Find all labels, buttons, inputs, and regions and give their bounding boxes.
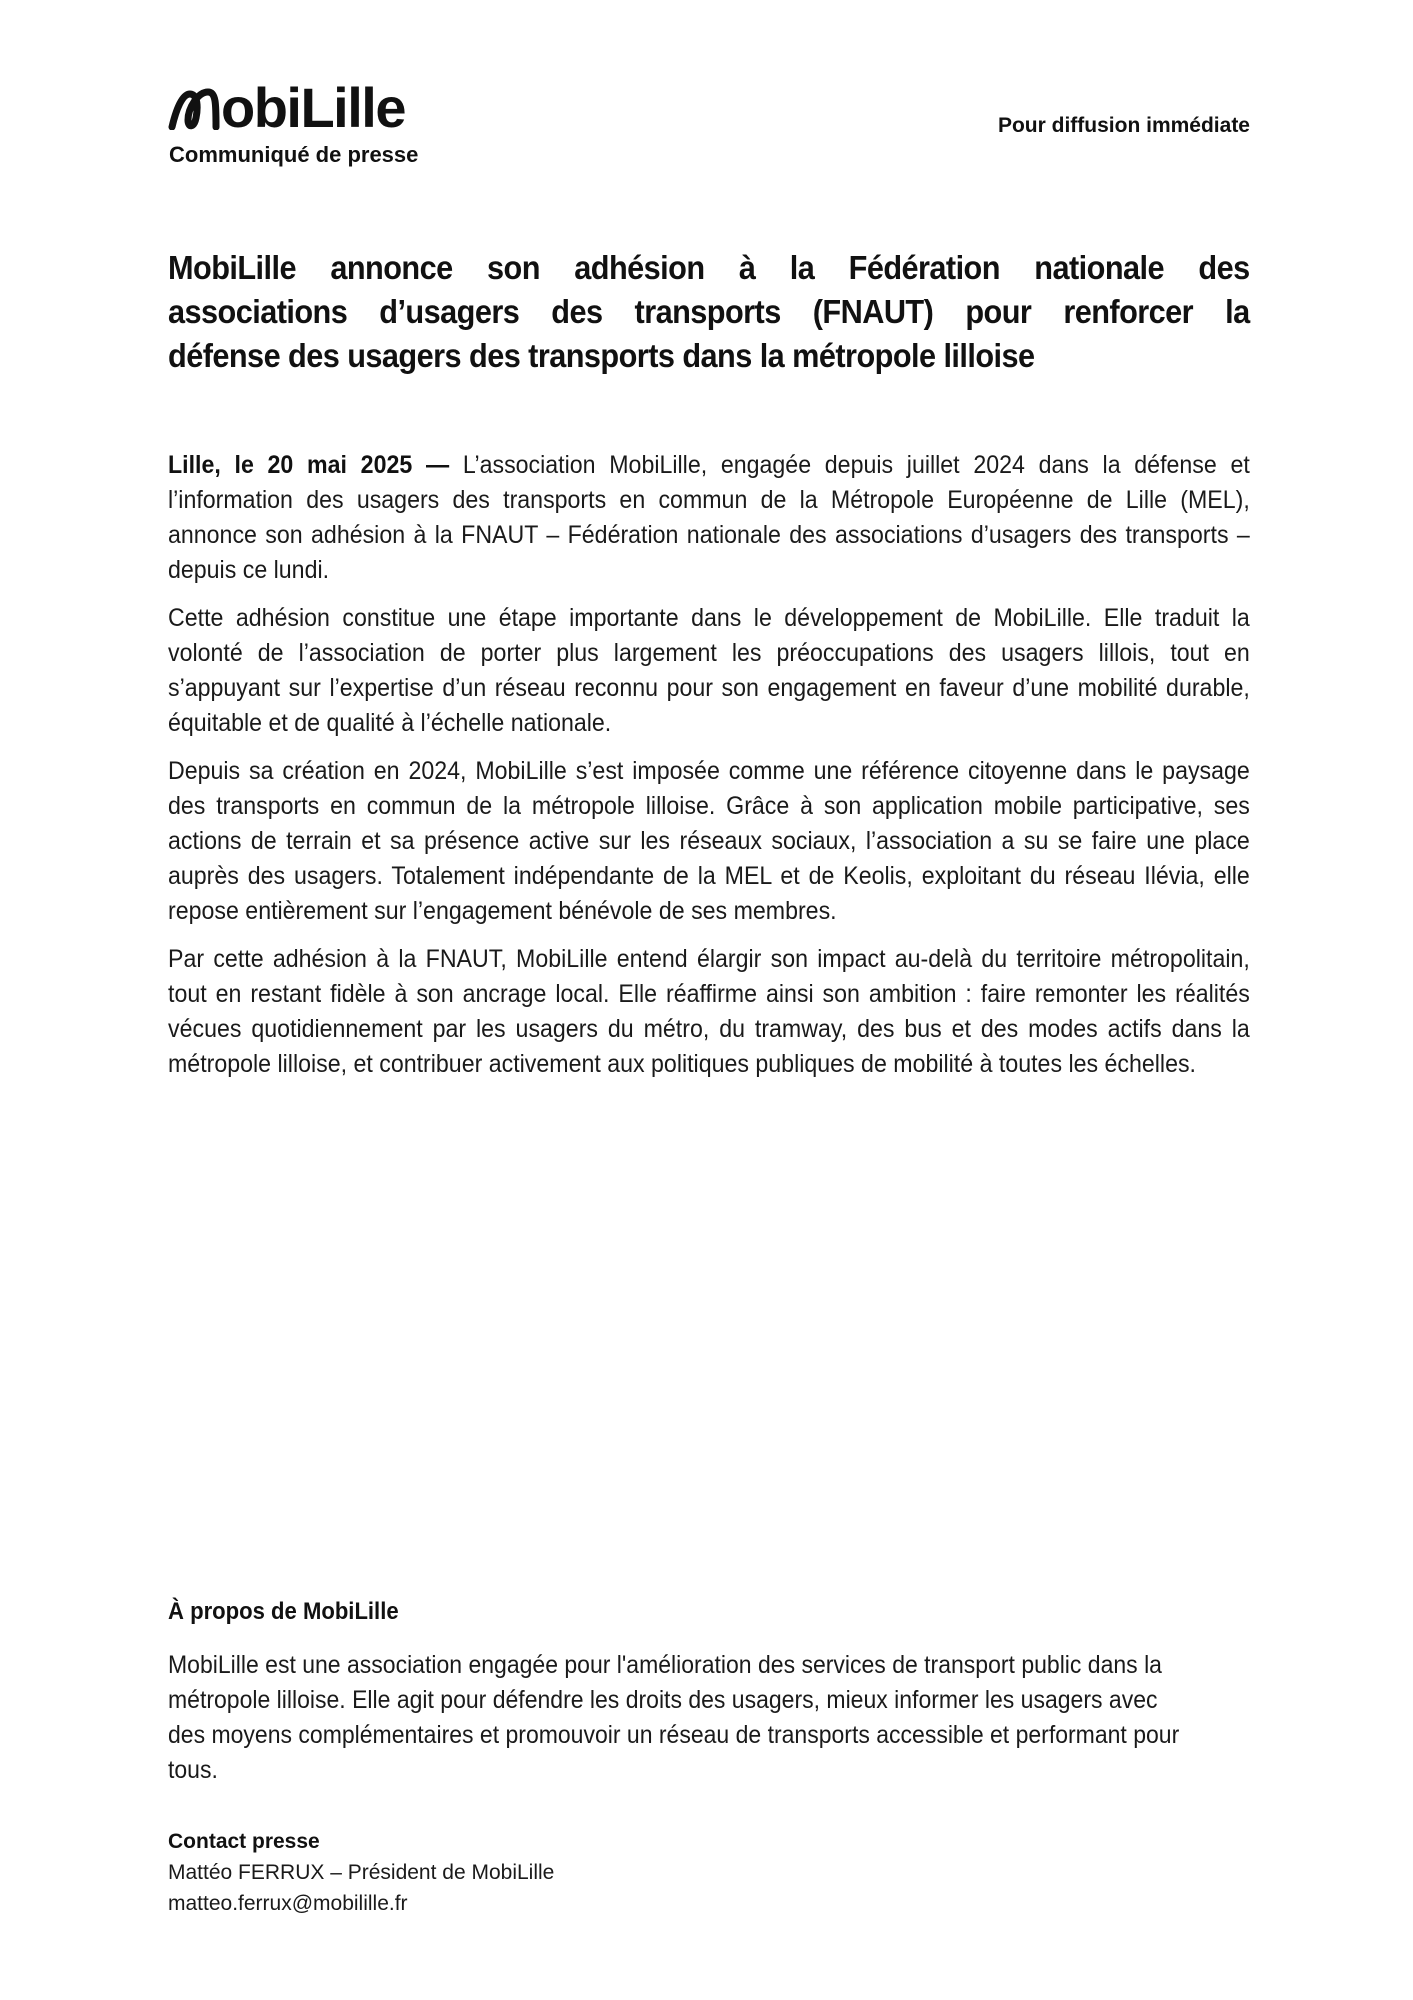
headline-line-2: associations d’usagers des transports (FNAUT) pour renforcer la xyxy=(168,293,1250,330)
contact-email-link[interactable]: matteo.ferrux@mobilille.fr xyxy=(168,1892,408,1915)
release-notice: Pour diffusion immédiate xyxy=(997,114,1250,137)
contact-label: Contact presse xyxy=(168,1830,320,1853)
about-section xyxy=(168,1598,1180,1788)
dateline: Lille, le 20 mai 2025 — xyxy=(168,451,450,479)
about-text: MobiLille est une association engagée pour l'amélioration des services de transport public dans la métropole lilloise. Elle agit pour défendre les droits des usagers, mieux informer les usagers avec des moyens complémentaires et promouvoir un réseau de transports accessible et performant pour tous. xyxy=(168,1651,1180,1784)
contact-name: Mattéo FERRUX – Président de MobiLille xyxy=(168,1861,555,1884)
press-contact xyxy=(168,1826,554,1919)
mobilille-logo xyxy=(168,76,405,139)
paragraph-4: Par cette adhésion à la FNAUT, MobiLille entend élargir son impact au-delà du territoire métropolitain, tout en restant fidèle à son ancrage local. Elle réaffirme ainsi son ambition : faire remonter les réalités vécues quotidiennement par les usagers du métro, du tramway, des bus et des modes actifs dans la métropole lilloise, et contribuer activement aux politiques publiques de mobilité à toutes les échelles. xyxy=(168,945,1250,1078)
press-body xyxy=(168,448,1250,1095)
document-type-label: Communiqué de presse xyxy=(169,142,419,167)
about-title: À propos de MobiLille xyxy=(168,1598,399,1625)
paragraph-2: Cette adhésion constitue une étape importante dans le développement de MobiLille. Elle traduit la volonté de l’association de porter plus largement les préoccupations des usagers lillois, tout en s’appuyant sur l’expertise d’un réseau reconnu pour son engagement en faveur d’une mobilité durable, équitable et de qualité à l’échelle nationale. xyxy=(168,604,1250,737)
headline xyxy=(168,246,1250,378)
headline-line-1: MobiLille annonce son adhésion à la Fédération nationale des xyxy=(168,249,1250,286)
logo-m-glyph-icon xyxy=(168,84,220,130)
headline-line-3: défense des usagers des transports dans la métropole lilloise xyxy=(168,337,1035,374)
paragraph-3: Depuis sa création en 2024, MobiLille s’est imposée comme une référence citoyenne dans le paysage des transports en commun de la métropole lilloise. Grâce à son application mobile participative, ses actions de terrain et sa présence active sur les réseaux sociaux, l’association a su se faire une place auprès des usagers. Totalement indépendante de la MEL et de Keolis, exploitant du réseau Ilévia, elle repose entièrement sur l’engagement bénévole de ses membres. xyxy=(168,757,1250,925)
paragraph-intro xyxy=(168,448,1250,588)
logo-wordmark: obiLille xyxy=(221,76,405,139)
paragraph-intro-text: L’association MobiLille, engagée depuis juillet 2024 dans la défense et l’information des usagers des transports en commun de la Métropole Européenne de Lille (MEL), annonce son adhésion à la FNAUT – Fédération nationale des associations d’usagers des transports – depuis ce lundi. xyxy=(168,451,1250,584)
